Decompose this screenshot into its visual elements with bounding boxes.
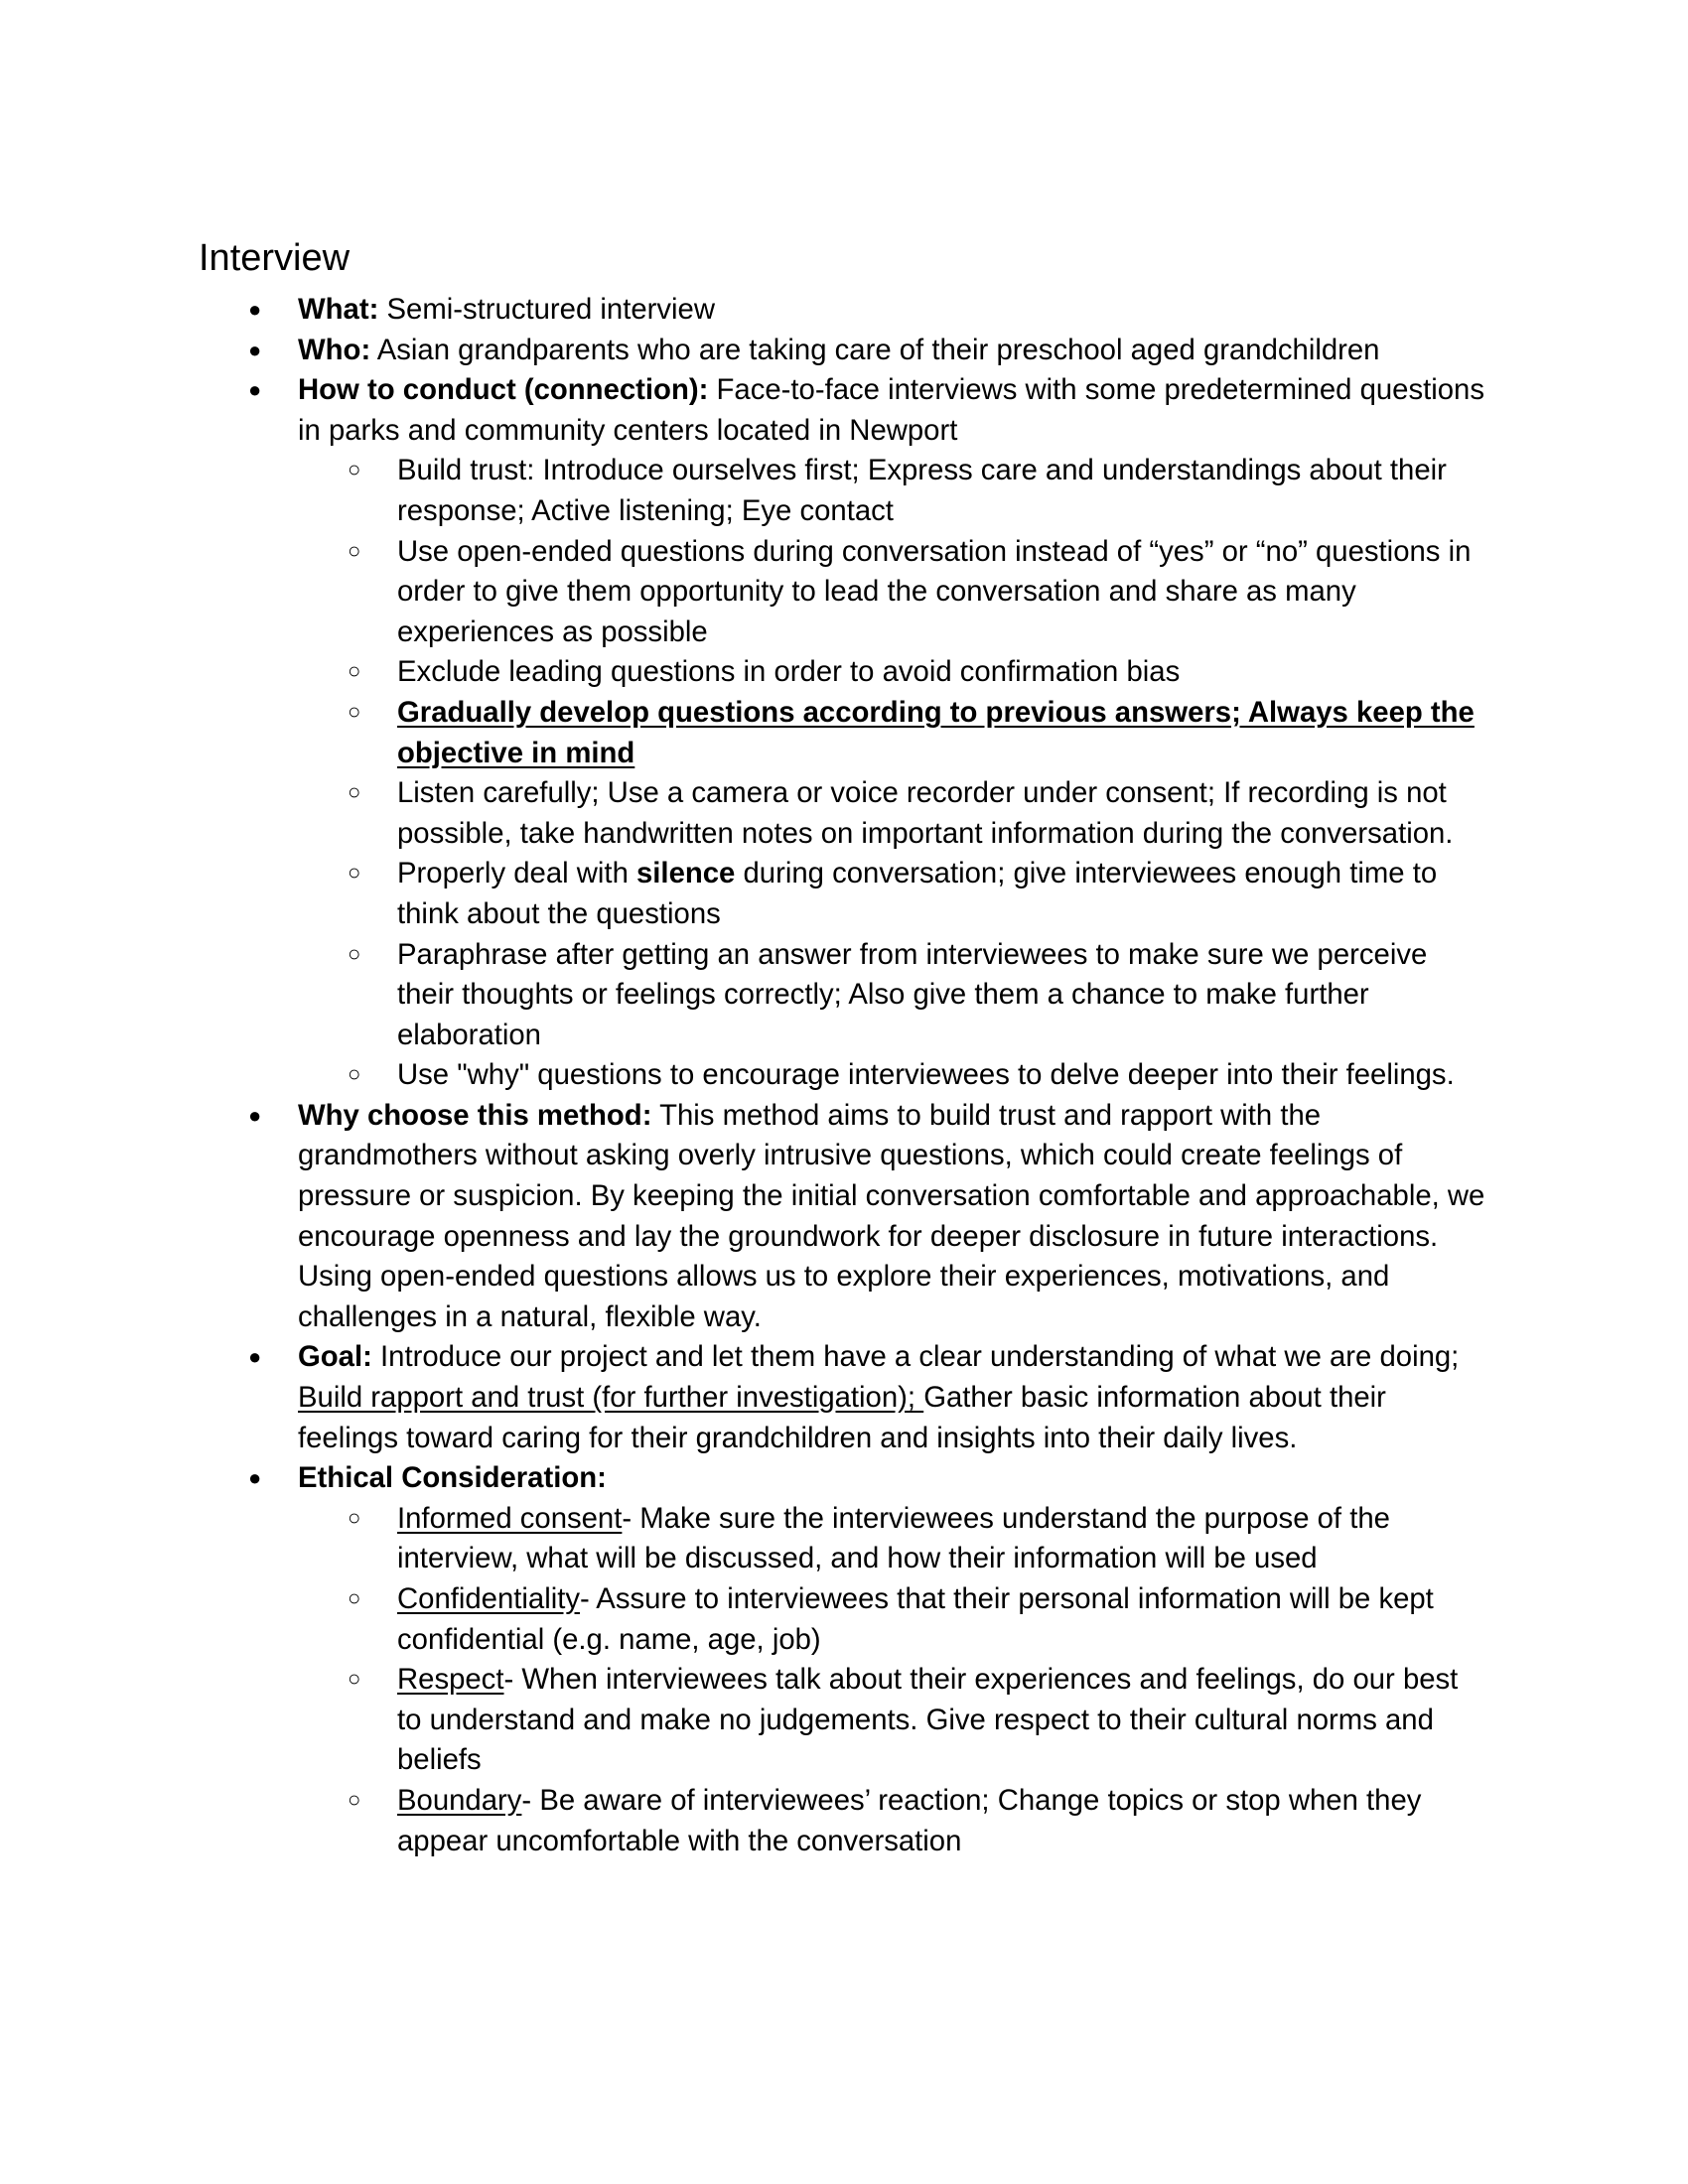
- sub-item-text: - Assure to interviewees that their personal information will be kept confidential (e.g. name, age, job): [397, 1582, 1434, 1656]
- sub-item-text: Exclude leading questions in order to avoid confirmation bias: [397, 655, 1181, 689]
- sub-item-text: Use "why" questions to encourage interviewees to delve deeper into their feelings.: [397, 1058, 1455, 1092]
- list-item-what: [199, 290, 1489, 331]
- item-underlined-text: Build rapport and trust (for further investigation);: [298, 1381, 924, 1415]
- list-item-ethics: [199, 1458, 1489, 1861]
- list-item-goal: [199, 1337, 1489, 1458]
- list-item-how: [199, 370, 1489, 1096]
- circle-bullet-icon: ○: [348, 1504, 361, 1530]
- sub-item-text: Use open-ended questions during conversation instead of “yes” or “no” questions in order to give them opportunity to lead the conversation and share as many experiences as possible: [397, 534, 1472, 648]
- sub-item-paraphrase: [199, 935, 1489, 1056]
- item-text: Gather basic information about their feelings toward caring for their grandchildren and insights into their daily lives.: [298, 1381, 1386, 1454]
- circle-bullet-icon: ○: [348, 457, 361, 482]
- sub-item-open-ended: [199, 532, 1489, 653]
- term-label: Informed consent: [397, 1501, 623, 1535]
- sub-item-text: - Make sure the interviewees understand the purpose of the interview, what will be discussed, and how their information will be used: [397, 1501, 1390, 1575]
- item-label: Why choose this method:: [298, 1098, 652, 1132]
- bullet-icon: ●: [248, 337, 262, 362]
- sub-item-boundary: [199, 1781, 1489, 1861]
- circle-bullet-icon: ○: [348, 1585, 361, 1610]
- main-list: [199, 290, 1489, 1861]
- sub-item-informed-consent: [199, 1499, 1489, 1579]
- circle-bullet-icon: ○: [348, 940, 361, 966]
- item-label: Who:: [298, 333, 371, 366]
- sub-item-build-trust: [199, 451, 1489, 531]
- sub-item-text: Properly deal with: [397, 857, 636, 890]
- circle-bullet-icon: ○: [348, 779, 361, 805]
- bullet-icon: ●: [248, 377, 262, 403]
- item-text: Face-to-face interviews with some predetermined questions in parks and community centers located in Newport: [298, 373, 1484, 447]
- circle-bullet-icon: ○: [348, 658, 361, 684]
- circle-bullet-icon: ○: [348, 537, 361, 563]
- item-label: How to conduct (connection):: [298, 373, 709, 407]
- circle-bullet-icon: ○: [348, 1061, 361, 1087]
- document-page: [199, 230, 1489, 1861]
- item-text: Introduce our project and let them have a clear understanding of what we are doing;: [371, 1340, 1460, 1374]
- item-text: Semi-structured interview: [378, 293, 716, 326]
- sub-item-respect: [199, 1660, 1489, 1781]
- sub-item-text: - Be aware of interviewees’ reaction; Change topics or stop when they appear uncomfortable with the conversation: [397, 1783, 1422, 1857]
- term-label: Confidentiality: [397, 1582, 581, 1615]
- how-sublist: [298, 451, 1489, 1096]
- circle-bullet-icon: ○: [348, 698, 361, 724]
- term-label: Boundary: [397, 1783, 522, 1817]
- sub-item-text: Paraphrase after getting an answer from interviewees to make sure we perceive their thoughts or feelings correctly; Also give them a chance to make further elaboration: [397, 937, 1428, 1051]
- item-label: Ethical Consideration:: [298, 1461, 607, 1495]
- item-text: Asian grandparents who are taking care of their preschool aged grandchildren: [370, 333, 1380, 366]
- item-label: Goal:: [298, 1340, 372, 1374]
- sub-item-gradually: [199, 693, 1489, 773]
- list-item-who: [199, 331, 1489, 371]
- bullet-icon: ●: [248, 297, 262, 322]
- sub-item-listen: [199, 773, 1489, 854]
- sub-item-text: Gradually develop questions according to previous answers; Always keep the objective in mind: [397, 695, 1475, 769]
- item-label: What:: [298, 293, 379, 326]
- sub-item-silence: [199, 854, 1489, 934]
- sub-item-text: - When interviewees talk about their experiences and feelings, do our best to understand and make no judgements. Give respect to their cultural norms and beliefs: [397, 1663, 1459, 1777]
- ethics-sublist: [298, 1499, 1489, 1861]
- sub-item-confidentiality: [199, 1579, 1489, 1660]
- sub-item-text: Build trust: Introduce ourselves first; Express care and understandings about their response; Active listening; Eye contact: [397, 454, 1447, 527]
- sub-item-text: Listen carefully; Use a camera or voice recorder under consent; If recording is not possible, take handwritten notes on important information during the conversation.: [397, 776, 1454, 850]
- bullet-icon: ●: [248, 1465, 262, 1491]
- sub-item-text: during conversation; give interviewees enough time to think about the questions: [397, 857, 1438, 930]
- term-label: Respect: [397, 1663, 504, 1697]
- item-text: This method aims to build trust and rapport with the grandmothers without asking overly intrusive questions, which could create feelings of pressure or suspicion. By keeping the initial conversation comfortable and approachable, we encourage openness and lay the groundwork for deeper disclosure in future interactions. Using open-ended questions allows us to explore their experiences, motivations, and challenges in a natural, flexible way.: [298, 1098, 1485, 1333]
- circle-bullet-icon: ○: [348, 860, 361, 886]
- circle-bullet-icon: ○: [348, 1666, 361, 1692]
- page-title: Interview: [199, 237, 351, 279]
- sub-item-exclude-leading: [199, 652, 1489, 693]
- bullet-icon: ●: [248, 1102, 262, 1128]
- sub-item-why-questions: [199, 1055, 1489, 1096]
- list-item-why: [199, 1096, 1489, 1338]
- bullet-icon: ●: [248, 1344, 262, 1370]
- circle-bullet-icon: ○: [348, 1786, 361, 1812]
- sub-item-bold: silence: [636, 857, 736, 890]
